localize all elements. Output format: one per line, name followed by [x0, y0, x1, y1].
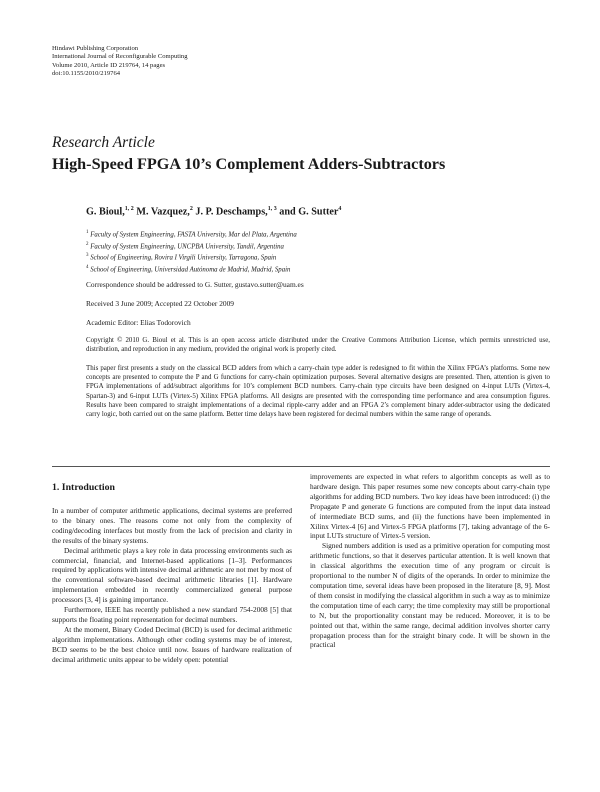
- affiliation-item: [86, 251, 297, 263]
- author-name: and G. Sutter: [276, 206, 339, 218]
- journal-header: [52, 45, 188, 79]
- affiliation-item: [86, 240, 297, 252]
- affiliation-item: [86, 263, 297, 275]
- author-affiliation-mark: 2: [189, 206, 193, 212]
- doi-line: doi:10.1155/2010/219764: [52, 70, 121, 78]
- affiliation-number: 3: [86, 253, 89, 259]
- paragraph: Decimal arithmetic plays a key role in data processing environments such as commercial, financial, and Internet-based applications [1–3]. Performances required by applications with intensive decimal arithmetic are not met by most of the conventional software-based decimal arithmetic libraries [1]. Hardware implementation embedded in recently commercialized general purpose processors [3, 4] is gaining importance.: [52, 545, 292, 605]
- affiliation-number: 2: [86, 241, 89, 247]
- academic-editor: Academic Editor: Elias Todorovich: [86, 318, 191, 327]
- paragraph: Furthermore, IEEE has recently published a new standard 754-2008 [5] that supports the floating point representation for decimal numbers.: [52, 605, 292, 624]
- author-name: G. Bioul,: [86, 206, 125, 218]
- affiliation-number: 4: [86, 265, 89, 271]
- correspondence-note: Correspondence should be addressed to G. Sutter, gustavo.sutter@uam.es: [86, 280, 304, 289]
- received-accepted-dates: Received 3 June 2009; Accepted 22 October 2009: [86, 299, 234, 308]
- paper-title: High-Speed FPGA 10’s Complement Adders-Subtractors: [52, 155, 446, 173]
- author-affiliation-mark: 4: [338, 206, 342, 212]
- affiliation-text: School of Engineering, Universidad Autónoma de Madrid, Madrid, Spain: [90, 266, 291, 274]
- author-name: J. P. Deschamps,: [192, 206, 268, 218]
- author-list: [86, 206, 341, 217]
- affiliation-list: [86, 228, 297, 275]
- paragraph: At the moment, Binary Coded Decimal (BCD) is used for decimal arithmetic algorithm implementations. Although other coding systems may be of interest, BCD seems to be the best choice until now. Issues of hardware realization of decimal arithmetic units appear to be widely open: potential: [52, 624, 292, 664]
- abstract-divider: [52, 466, 550, 467]
- section-heading: 1. Introduction: [52, 482, 115, 493]
- author-affiliation-mark: 1, 2: [124, 206, 134, 212]
- affiliation-item: [86, 228, 297, 240]
- journal-name-line: International Journal of Reconfigurable Computing: [52, 53, 188, 61]
- volume-line: Volume 2010, Article ID 219764, 14 pages: [52, 61, 166, 69]
- affiliation-text: Faculty of System Engineering, FASTA University, Mar del Plata, Argentina: [90, 231, 297, 239]
- abstract: This paper first presents a study on the classical BCD adders from which a carry-chain type adder is redesigned to fit within the Xilinx FPGA’s platforms. Some new concepts are presented to compute the P and G functions for carry-chain optimization purposes. Several alternative designs are presented. Then, attention is given to FPGA implementations of add/subtract algorithms for 10’s complement BCD numbers. Carry-chain type circuits have been designed on 4-input LUTs (Virtex-4, Spartan-3) and 6-input LUTs (Virtex-5) Xilinx FPGA platforms. All designs are presented with the corresponding time performance and area consumption figures. Results have been compared to straight implementations of a decimal ripple-carry adder and an FPGA 2’s complement binary adder-subtractor using the dedicated carry logic, both carried out on the same platform. Better time delays have been registered for decimal numbers within the same range of operands.: [86, 365, 550, 419]
- article-type: Research Article: [52, 134, 155, 151]
- publisher-line: Hindawi Publishing Corporation: [52, 45, 139, 52]
- right-column: [310, 472, 550, 650]
- copyright-notice: Copyright © 2010 G. Bioul et al. This is an open access article distributed under the Creative Commons Attribution License, which permits unrestricted use, distribution, and reproduction in any medium, provided the original work is properly cited.: [86, 337, 550, 354]
- paragraph: Signed numbers addition is used as a primitive operation for computing most arithmetic functions, so that it deserves particular attention. It is well known that in classical algorithms the execution time of any program or circuit is proportional to the number N of digits of the operands. In order to minimize the computation time, several ideas have been proposed in the literature [8, 9]. Most of them consist in modifying the classical algorithm in such a way as to minimize the computation time of each carry; the time complexity may still be proportional to N, but the proportionality constant may be reduced. Moreover, it is to be pointed out that, within the same range, decimal addition involves shorter carry propagation process than for the straight binary code. It will be shown in the practical: [310, 541, 550, 650]
- affiliation-number: 1: [86, 230, 89, 235]
- left-column: [52, 506, 292, 665]
- author-name: M. Vazquez,: [133, 206, 190, 218]
- affiliation-text: Faculty of System Engineering, UNCPBA University, Tandil, Argentina: [90, 242, 284, 250]
- author-affiliation-mark: 1, 3: [267, 206, 277, 212]
- affiliation-text: School of Engineering, Rovira I Virgili University, Tarragona, Spain: [90, 254, 277, 262]
- paragraph: In a number of computer arithmetic applications, decimal systems are preferred to the binary ones. The reasons come not only from the complexity of coding/decoding interfaces but mostly from the lack of precision and clarity in the results of the binary systems.: [52, 506, 292, 545]
- paragraph: improvements are expected in what refers to algorithm concepts as well as to hardware design. This paper resumes some new concepts about carry-chain type algorithms for adding BCD numbers. Two key ideas have been introduced: (i) the Propagate P and generate G functions are computed from the input data instead of intermediate BCD sums, and (ii) the functions have been implemented in Xilinx Virtex-4 [6] and Virtex-5 FPGA platforms [7], taking advantage of the 6-input LUTs structure of Virtex-5 version.: [310, 472, 550, 541]
